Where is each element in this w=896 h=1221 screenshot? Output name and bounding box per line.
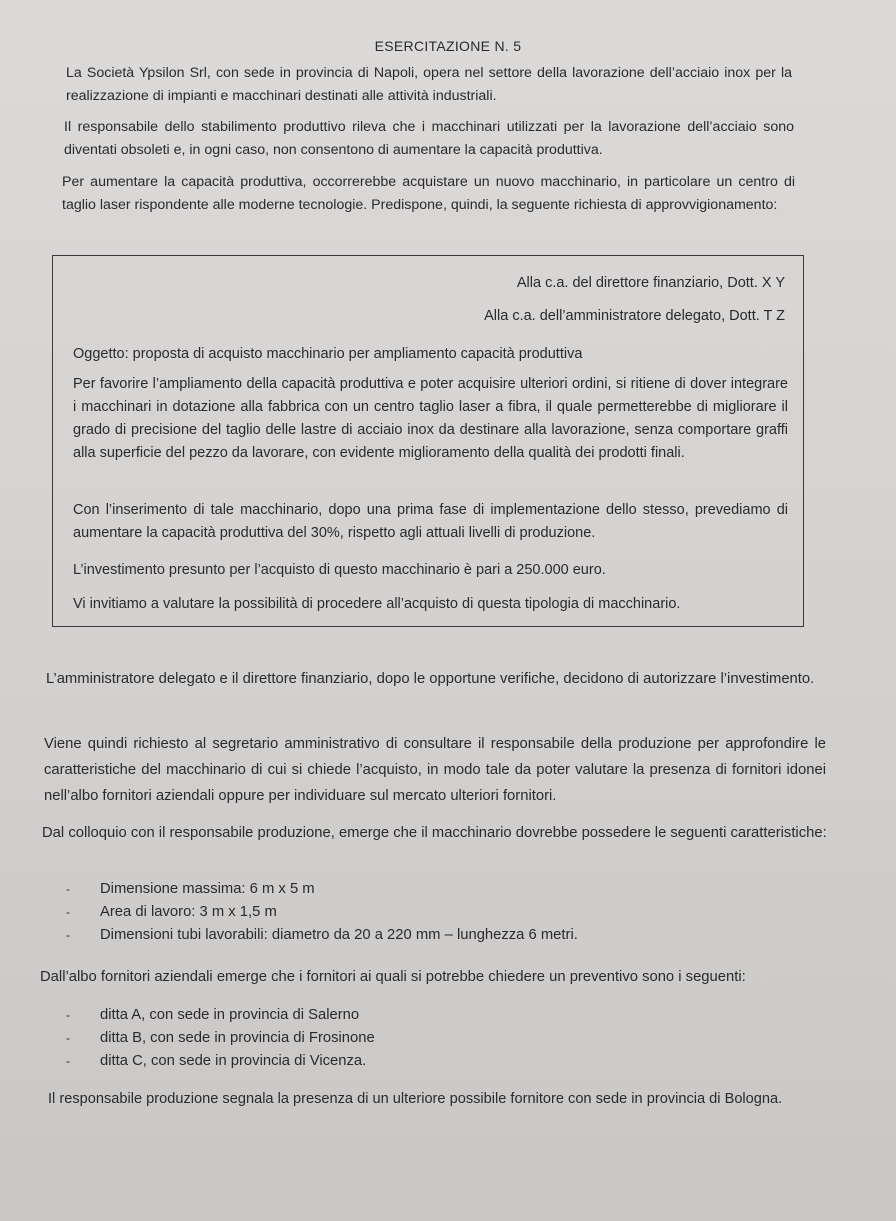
spec-text: Area di lavoro: 3 m x 1,5 m	[100, 904, 277, 920]
supplier-text: ditta A, con sede in provincia di Salerno	[100, 1007, 360, 1023]
request-paragraph-investment: L’investimento presunto per l’acquisto di questo macchinario è pari a 250.000 euro.	[73, 562, 606, 578]
dash-bullet: -	[66, 1054, 70, 1068]
dash-bullet: -	[66, 882, 70, 896]
dash-bullet: -	[66, 1008, 70, 1022]
recipient-cfo: Alla c.a. del direttore finanziario, Dott. X Y	[516, 275, 785, 291]
list-item	[66, 1050, 375, 1073]
authorization-paragraph: L’amministratore delegato e il direttore finanziario, dopo le opportune verifiche, decidono di autorizzare l’investimento.	[46, 671, 815, 687]
request-paragraph-rationale: Per favorire l’ampliamento della capacità produttiva e poter acquisire ulteriori ordini, si ritiene di dover integrare i macchinari in dotazione alla fabbrica con un centro taglio laser a fibra, il quale permetterebbe di migliorare il grado di precisione del taglio delle lastre di acciaio inox da destinare alla lavorazione, senza comportare graffi alla superficie del pezzo da lavorare, con evidente miglioramento della qualità dei prodotti finali.	[73, 376, 788, 461]
request-paragraph-capacity: Con l’inserimento di tale macchinario, dopo una prima fase di implementazione dello stesso, prevediamo di aumentare la capacità produttiva del 30%, rispetto agli attuali livelli di produzione.	[73, 502, 788, 541]
dash-bullet: -	[66, 905, 70, 919]
interview-paragraph: Dal colloquio con il responsabile produzione, emerge che il macchinario dovrebbe possedere le seguenti caratteristiche:	[42, 825, 827, 841]
spec-text: Dimensioni tubi lavorabili: diametro da 20 a 220 mm – lunghezza 6 metri.	[100, 927, 578, 943]
request-subject: Oggetto: proposta di acquisto macchinario per ampliamento capacità produttiva	[73, 346, 583, 362]
dash-bullet: -	[66, 928, 70, 942]
list-item	[66, 878, 578, 901]
exercise-title: ESERCITAZIONE N. 5	[374, 38, 522, 54]
recipient-ceo: Alla c.a. dell’amministratore delegato, Dott. T Z	[484, 308, 785, 324]
intro-paragraph-request: Per aumentare la capacità produttiva, occorrerebbe acquistare un nuovo macchinario, in particolare un centro di taglio laser rispondente alle moderne tecnologie. Predispone, quindi, la seguente richiesta di approvvigionamento:	[62, 174, 795, 213]
spec-text: Dimensione massima: 6 m x 5 m	[100, 881, 315, 897]
request-paragraph-invitation: Vi invitiamo a valutare la possibilità di procedere all’acquisto di questa tipologia di macchinario.	[73, 596, 681, 612]
procurement-request-box	[52, 255, 804, 627]
list-item	[66, 901, 578, 924]
secretary-paragraph: Viene quindi richiesto al segretario amministrativo di consultare il responsabile della produzione per approfondire le caratteristiche del macchinario di cui si chiede l’acquisto, in modo tale da poter valutare la presenza di fornitori idonei nell’albo fornitori aziendali oppure per individuare sul mercato ulteriori fornitori.	[44, 736, 826, 804]
intro-paragraph-company: La Società Ypsilon Srl, con sede in provincia di Napoli, opera nel settore della lavorazione dell’acciaio inox per la realizzazione di impianti e macchinari destinati alle attività industriali.	[66, 65, 792, 104]
suppliers-list	[66, 1004, 375, 1073]
supplier-text: ditta B, con sede in provincia di Frosinone	[100, 1030, 375, 1046]
suppliers-paragraph: Dall’albo fornitori aziendali emerge che i fornitori ai quali si potrebbe chiedere un preventivo sono i seguenti:	[40, 969, 746, 985]
dash-bullet: -	[66, 1031, 70, 1045]
list-item	[66, 924, 578, 947]
list-item	[66, 1004, 375, 1027]
supplier-text: ditta C, con sede in provincia di Vicenza.	[100, 1053, 367, 1069]
list-item	[66, 1027, 375, 1050]
intro-paragraph-obsolete: Il responsabile dello stabilimento produttivo rileva che i macchinari utilizzati per la lavorazione dell’acciaio sono diventati obsoleti e, in ogni caso, non consentono di aumentare la capacità produttiva.	[64, 119, 794, 158]
specs-list	[66, 878, 578, 947]
final-paragraph: Il responsabile produzione segnala la presenza di un ulteriore possibile fornitore con sede in provincia di Bologna.	[48, 1091, 783, 1107]
